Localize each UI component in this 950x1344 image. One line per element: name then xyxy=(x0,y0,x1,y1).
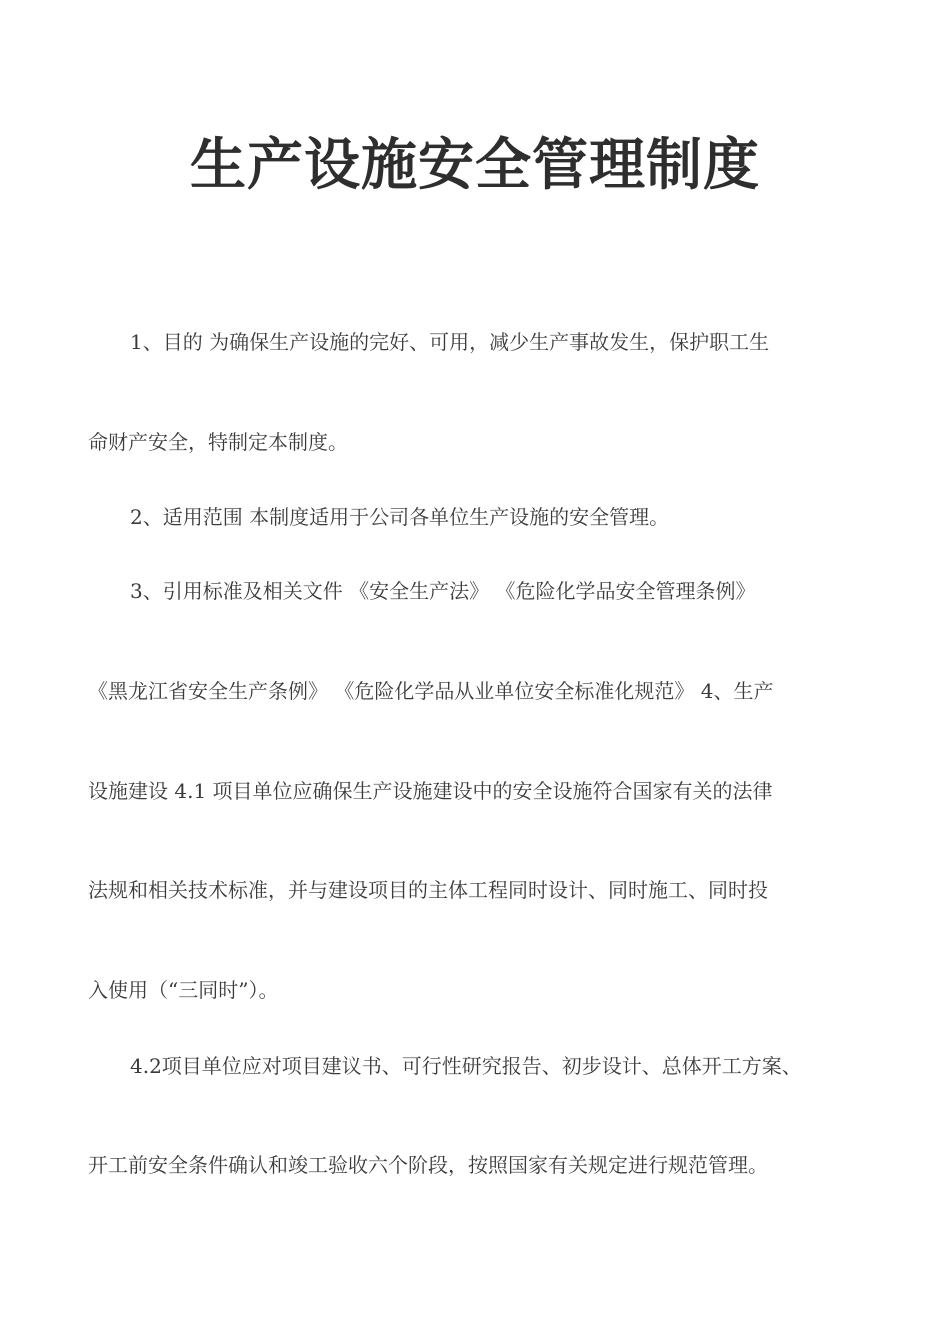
document-title: 生产设施安全管理制度 xyxy=(190,133,760,198)
paragraph-3-line-4: 法规和相关技术标准，并与建设项目的主体工程同时设计、同时施工、同时投 xyxy=(88,878,768,902)
paragraph-1-line-1: 1、目的 为确保生产设施的完好、可用，减少生产事故发生，保护职工生 xyxy=(130,330,770,354)
paragraph-1-line-2: 命财产安全，特制定本制度。 xyxy=(88,430,348,454)
paragraph-3-line-2: 《黑龙江省安全生产条例》 《危险化学品从业单位安全标准化规范》 4、生产 xyxy=(88,679,774,703)
paragraph-3-line-3: 设施建设 4.1 项目单位应确保生产设施建设中的安全设施符合国家有关的法律 xyxy=(88,779,773,803)
paragraph-3-line-1: 3、引用标准及相关文件 《安全生产法》 《危险化学品安全管理条例》 xyxy=(130,579,756,603)
paragraph-3-line-5: 入使用（“三同时”）。 xyxy=(88,978,279,1002)
paragraph-4-line-1: 4.2项目单位应对项目建议书、可行性研究报告、初步设计、总体开工方案、 xyxy=(130,1054,802,1078)
paragraph-4-line-2: 开工前安全条件确认和竣工验收六个阶段，按照国家有关规定进行规范管理。 xyxy=(88,1153,768,1177)
paragraph-2-line-1: 2、适用范围 本制度适用于公司各单位生产设施的安全管理。 xyxy=(130,505,670,529)
